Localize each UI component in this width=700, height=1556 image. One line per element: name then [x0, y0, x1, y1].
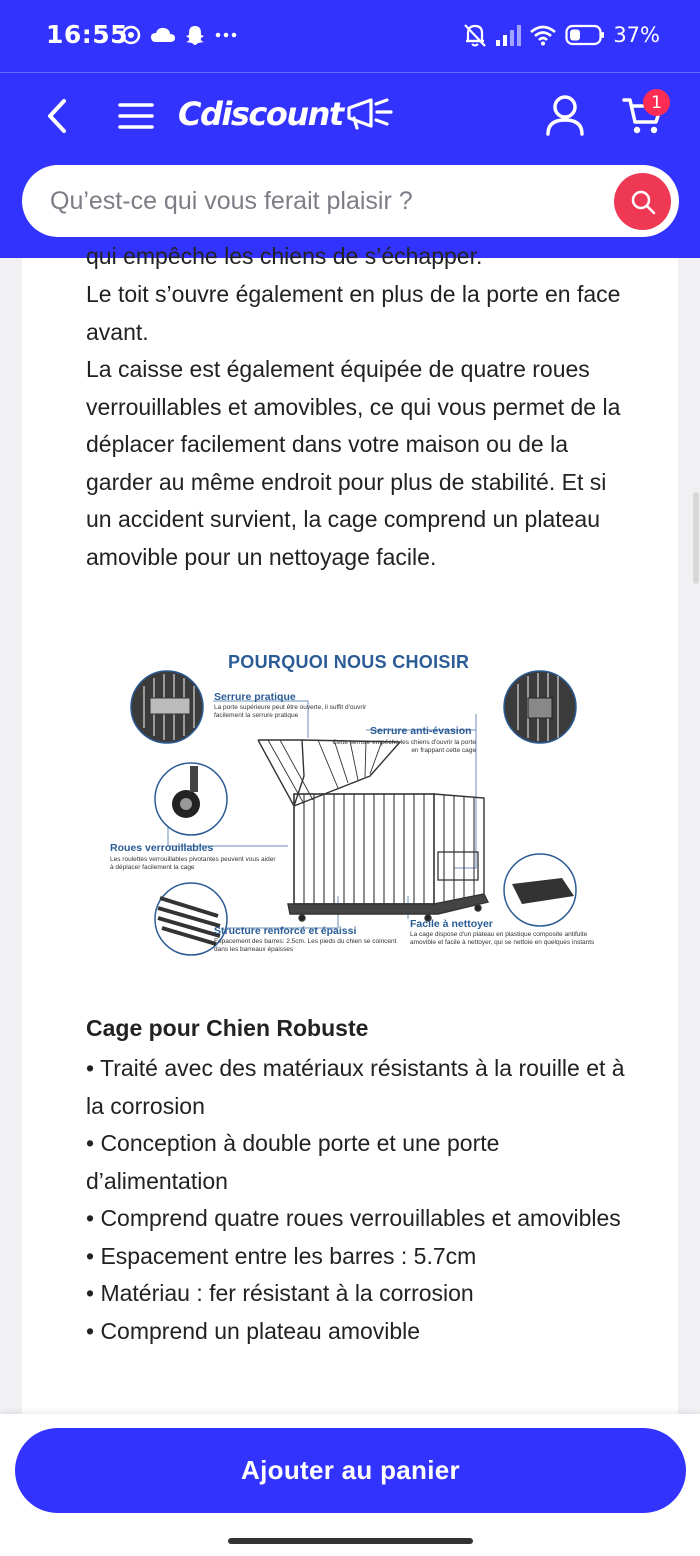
list-item: • Matériau : fer résistant à la corrosion	[86, 1280, 474, 1306]
header-divider	[0, 72, 700, 73]
description-cutoff-line: qui empêche les chiens de s’échapper.	[86, 243, 483, 269]
status-right	[463, 20, 660, 50]
back-button[interactable]	[40, 96, 76, 136]
feature-desc: Espacement des barres: 2.5cm. Les pieds du chien se coincent dans les barreaux épaisses	[214, 938, 397, 953]
cart-count-badge: 1	[643, 89, 670, 116]
list-item: • Comprend un plateau amovible	[86, 1317, 421, 1344]
cloud-icon	[150, 25, 176, 45]
scrollbar[interactable]	[693, 492, 699, 584]
infographic-title: POURQUOI NOUS CHOISIR	[228, 652, 470, 672]
menu-button[interactable]	[118, 100, 154, 132]
specs-list	[86, 1050, 626, 1350]
snapchat-icon	[184, 24, 206, 46]
hamburger-icon	[118, 100, 154, 132]
product-infographic	[108, 646, 598, 964]
logo-text: Cdiscount	[178, 95, 343, 133]
wifi-icon	[529, 24, 557, 46]
search-button[interactable]	[614, 173, 671, 230]
description-paragraph: Le toit s’ouvre également en plus de la porte en face avant.	[86, 281, 621, 345]
feature-label: Serrure pratique	[214, 691, 296, 703]
specs-title: Cage pour Chien Robuste	[86, 1015, 369, 1041]
search-icon	[629, 188, 657, 216]
search-bar	[22, 165, 679, 237]
add-to-cart-button[interactable]: Ajouter au panier	[15, 1428, 686, 1513]
battery-icon	[565, 24, 605, 46]
battery-percent: 37%	[613, 23, 660, 47]
user-icon	[545, 94, 585, 136]
feature-desc: Cette serrure empêche les chiens d'ouvrir la porte en frappant cette cage	[332, 739, 476, 754]
megaphone-icon	[345, 94, 393, 134]
chevron-left-icon	[40, 96, 76, 136]
more-icon	[214, 30, 238, 40]
account-button[interactable]	[545, 94, 585, 136]
feature-desc: La cage dispose d'un plateau en plastique composite antifuite amovible et facile à nettoyer, qui se nettoie en quelques instants	[410, 931, 595, 946]
list-item: • Conception à double porte et une porte d’alimentation	[86, 1130, 500, 1194]
list-item: • Espacement entre les barres : 5.7cm	[86, 1242, 477, 1269]
signal-icon	[495, 23, 521, 47]
status-time: 16:55	[46, 20, 129, 49]
infographic-artwork	[108, 646, 598, 964]
feature-desc: Les roulettes verrouillables pivotantes peuvent vous aider à déplacer facilement la cage	[110, 856, 276, 871]
bell-muted-icon	[463, 22, 487, 48]
list-item: • Comprend quatre roues verrouillables et amovibles	[86, 1205, 621, 1231]
status-left-icons	[120, 22, 238, 48]
cdiscount-logo[interactable]	[178, 92, 393, 136]
list-item: • Traité avec des matériaux résistants à la rouille et à la corrosion	[86, 1055, 625, 1119]
sync-icon	[120, 24, 142, 46]
home-indicator[interactable]	[228, 1538, 473, 1544]
status-bar	[0, 0, 700, 72]
feature-label: Serrure anti-évasion	[370, 725, 472, 737]
description-paragraph: La caisse est également équipée de quatre roues verrouillables et amovibles, ce qui vous permet de la déplacer facilement dans votre maison ou de la garder au même endroit pour plus de stabilité. Et si un accident survient, la cage comprend un plateau amovible pour un nettoyage facile.	[86, 356, 621, 570]
feature-desc: La porte supérieure peut être ouverte, il suffit d'ouvrir facilement la serrure pratique	[214, 704, 367, 719]
product-description	[22, 243, 678, 1414]
search-input[interactable]	[50, 165, 610, 237]
feature-label: Structure renforcé et épaissi	[214, 925, 357, 937]
feature-label: Facile à nettoyer	[410, 918, 493, 930]
feature-label: Roues verrouillables	[110, 842, 214, 854]
